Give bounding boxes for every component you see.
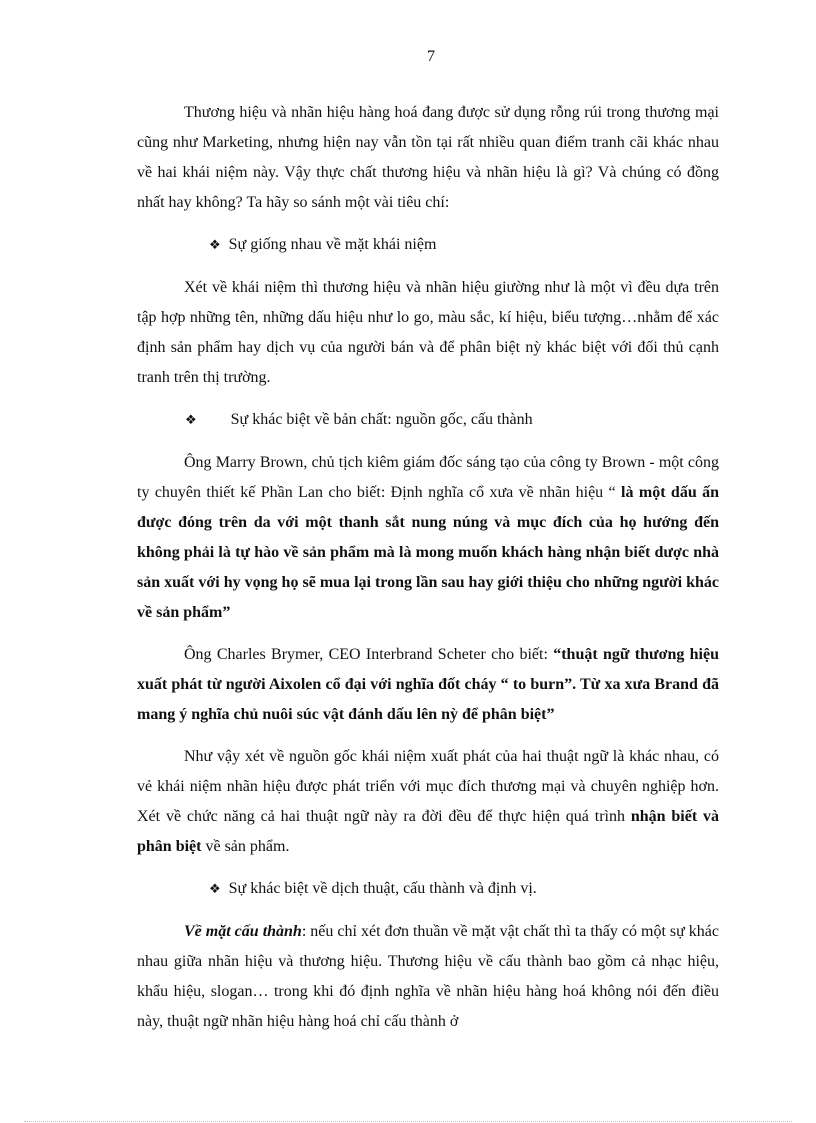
bullet-translation: [137, 874, 719, 905]
bullet-nature-text: Sự khác biệt về bản chất: nguồn gốc, cấu thành: [230, 411, 533, 428]
charles-brymer-quote: “thuật ngữ thương hiệu xuất phát từ người Aixolen cổ đại với nghĩa đốt cháy “ to burn”. Từ xa xưa Brand đã mang ý nghĩa chủ nuôi súc vật đánh dấu lên nỳ để phân biệt”: [137, 646, 720, 723]
paragraph-origin: [137, 742, 719, 862]
bullet-translation-text: Sự khác biệt về dịch thuật, cấu thành và định vị.: [228, 880, 537, 897]
paragraph-charles-brymer: [137, 640, 719, 730]
paragraph-marry-brown: [137, 448, 719, 628]
bullet-similarity-text: Sự giống nhau về mặt khái niệm: [228, 236, 437, 253]
marry-brown-text: Ông Marry Brown, chủ tịch kiêm giám đốc sáng tạo của công ty Brown - một công ty chuyên thiết kế Phần Lan cho biết: Định nghĩa cổ xưa về nhãn hiệu “: [137, 454, 719, 501]
footer-dotted-line: [24, 1121, 792, 1122]
origin-tail: về sản phẩm.: [201, 838, 290, 855]
diamond-bullet-icon: ❖: [185, 413, 197, 428]
paragraph-concept: Xét về khái niệm thì thương hiệu và nhãn hiệu giường như là một vì đều dựa trên tập hợp những tên, những dấu hiệu như lo go, màu sắc, kí hiệu, biểu tượng…nhằm để xác định sản phẩm hay dịch vụ của người bán và để phân biệt nỳ khác biệt với đối thủ cạnh tranh trên thị trường.: [137, 279, 719, 386]
marry-brown-quote: là một dấu ấn được đóng trên da với một thanh sắt nung núng và mục đích của họ hướng đến không phải là tự hào về sản phẩm mà là mong muốn khách hàng nhận biết dược nhà sản xuất với hy vọng họ sẽ mua lại trong lần sau hay giới thiệu cho những người khác về sản phẩm”: [137, 484, 720, 621]
origin-bold: nhận biết và phân biệt: [137, 808, 720, 855]
composition-heading: Về mặt cấu thành: [184, 923, 302, 940]
composition-text: : nếu chỉ xét đơn thuần về mặt vật chất thì ta thấy có một sự khác nhau giữa nhãn hiệu và thương hiệu. Thương hiệu về cấu thành bao gồm cả nhạc hiệu, khẩu hiệu, slogan… trong khi đó định nghĩa về nhãn hiệu hàng hoá không nói đến điều này, thuật ngữ nhãn hiệu hàng hoá chỉ cấu thành ở: [137, 923, 720, 1030]
charles-brymer-text: Ông Charles Brymer, CEO Interbrand Scheter cho biết:: [184, 646, 554, 663]
bullet-nature: [137, 405, 719, 436]
paragraph-composition: [137, 917, 719, 1037]
diamond-bullet-icon: ❖: [209, 238, 221, 253]
page-number: 7: [427, 48, 435, 65]
bullet-similarity: [137, 230, 719, 261]
origin-text: Như vậy xét về nguồn gốc khái niệm xuất phát của hai thuật ngữ là khác nhau, có vẻ khái niệm nhãn hiệu được phát triển với mục đích thương mại và chuyên nghiệp hơn. Xét về chức năng cả hai thuật ngữ này ra đời đều để thực hiện quá trình: [137, 748, 719, 825]
diamond-bullet-icon: ❖: [209, 882, 221, 897]
page-body: [137, 98, 719, 1037]
paragraph-intro: Thương hiệu và nhãn hiệu hàng hoá đang được sử dụng rỗng rúi trong thương mại cũng như Marketing, nhưng hiện nay vẫn tồn tại rất nhiều quan điểm tranh cãi khác nhau về hai khái niệm này. Vậy thực chất thương hiệu và nhãn hiệu là gì? Và chúng có đồng nhất hay không? Ta hãy so sánh một vài tiêu chí:: [137, 104, 719, 211]
